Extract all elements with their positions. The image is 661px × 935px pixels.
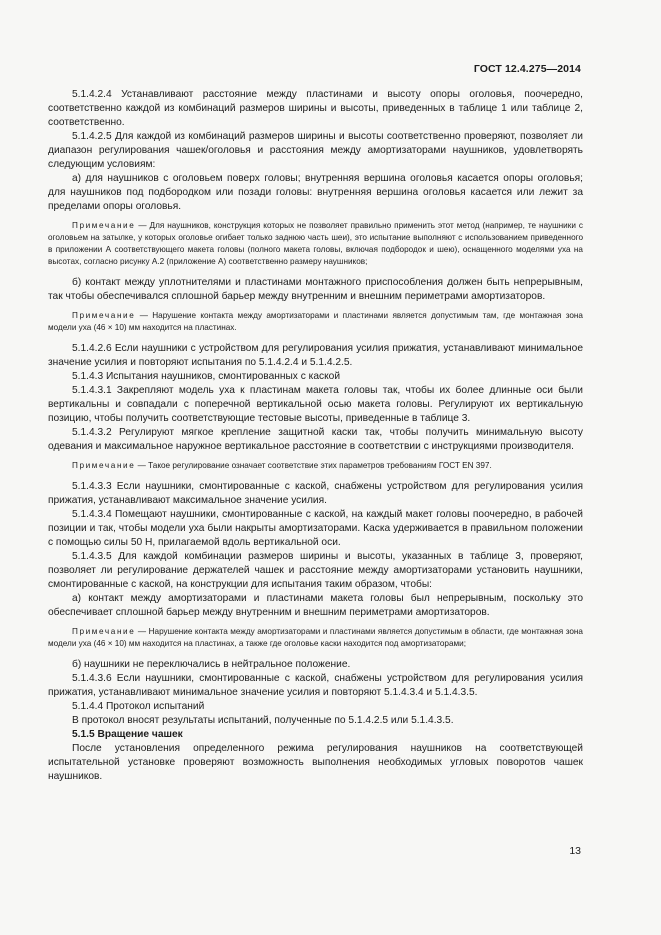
note-label: Примечание (72, 311, 136, 320)
paragraph-5-1-4-3-4: 5.1.4.3.4 Помещают наушники, смонтированные с каской, на каждый макет головы поочередно, в рабочей позиции и так, чтобы модели уха были накрыты амортизаторами. Каска удерживается в правильном положении с помощью силы 50 Н, прилагаемой вдоль вертикальной оси. (48, 509, 583, 548)
section-heading-5-1-5: 5.1.5 Вращение чашек (72, 729, 183, 740)
paragraph-5-1-4-3-3: 5.1.4.3.3 Если наушники, смонтированные с каской, снабжены устройством для регулирования усилия прижатия, устанавливают максимальное значение усилия. (48, 481, 583, 506)
paragraph-5-1-4-3-1: 5.1.4.3.1 Закрепляют модель уха к пластинам макета головы так, чтобы их более длинные оси были вертикальны и совпадали с поперечной вертикальной осью макета головы. Регулируют их вертикальную позицию, чтобы получить соответствующие тестовые высоты, приведенные в таблице 3. (48, 385, 583, 424)
list-item-b: б) контакт между уплотнителями и пластинами монтажного приспособления должен быть непрерывным, так чтобы обеспечивался сплошной барьер между внутренним и внешним периметрами амортизаторов. (48, 277, 583, 302)
document-body (48, 88, 583, 784)
paragraph-5-1-4-2-6: 5.1.4.2.6 Если наушники с устройством для регулирования усилия прижатия, устанавливают минимальное значение усилия и повторяют испытания по 5.1.4.2.4 и 5.1.4.2.5. (48, 343, 583, 368)
list-item-b-2: б) наушники не переключались в нейтральное положение. (72, 659, 351, 670)
page-number: 13 (569, 845, 581, 857)
paragraph-5-1-4-3-5: 5.1.4.3.5 Для каждой комбинации размеров ширины и высоты, указанных в таблице 3, проверяют, позволяет ли регулирование держателей чашек и расстояние между амортизаторами установить наушники, смонтированные с каской, на конструкции для испытания таким образом, чтобы: (48, 551, 583, 590)
paragraph-5-1-4-2-4: 5.1.4.2.4 Устанавливают расстояние между пластинами и высоту опоры оголовья, поочередно, соответственно каждой из комбинаций размеров ширины и высоты, приведенных в таблице 1 или таблице 2, соответственно. (48, 89, 583, 128)
note-label: Примечание (72, 627, 136, 636)
paragraph-5-1-4-2-5: 5.1.4.2.5 Для каждой из комбинаций размеров ширины и высоты соответственно проверяют, позволяет ли диапазон регулирования чашек/оголовья и расстояния между амортизаторами наушников, удовлетворять следующим условиям: (48, 131, 583, 170)
note-text: — Для наушников, конструкция которых не позволяет правильно применить этот метод (например, те наушники с оголовьем на затылке, у которых оголовье огибает только заднюю часть шеи), это испытание выполняют с использованием приведенного в приложении А соответствующего макета головы (полного макета головы, включая подбородок и шею), оснащенного моделями уха на высотах, согласно рисунку А.2 (приложение А) соответственно размеру наушников; (48, 221, 583, 266)
note-label: Примечание (72, 461, 136, 470)
paragraph-protocol: В протокол вносят результаты испытаний, полученные по 5.1.4.2.5 или 5.1.4.3.5. (72, 715, 454, 726)
note-label: Примечание (72, 221, 136, 230)
note-text: — Нарушение контакта между амортизаторами и пластинами является допустимым в области, где монтажная зона модели уха (46 × 10) мм находится на пластинах, а также где оголовье каски находится под амортизаторами; (48, 627, 583, 648)
note-text: — Нарушение контакта между амортизаторами и пластинами является допустимым там, где монтажная зона модели уха (46 × 10) мм находится на пластинах. (48, 311, 583, 332)
list-item-a-2: а) контакт между амортизаторами и пластинами макета головы был непрерывным, поскольку это обеспечивает сплошной барьер между внутренним и внешним периметрами амортизаторов. (48, 593, 583, 618)
note-text: — Такое регулирование означает соответствие этих параметров требованиям ГОСТ EN 397. (135, 461, 492, 470)
paragraph-5-1-4-3-6: 5.1.4.3.6 Если наушники, смонтированные с каской, снабжены устройством для регулирования усилия прижатия, устанавливают минимальное значение усилия и повторяют 5.1.4.3.4 и 5.1.4.3.5. (48, 673, 583, 698)
paragraph-5-1-4-3-2: 5.1.4.3.2 Регулируют мягкое крепление защитной каски так, чтобы получить минимальную высоту одевания и максимальное наружное вертикальное расстояние в соответствии с инструкциями производителя. (48, 427, 583, 452)
paragraph-5-1-4-3: 5.1.4.3 Испытания наушников, смонтированных с каской (72, 371, 341, 382)
note-2 (48, 310, 583, 334)
paragraph-5-1-4-4: 5.1.4.4 Протокол испытаний (72, 701, 205, 712)
note-3 (48, 460, 583, 472)
list-item-a: а) для наушников с оголовьем поверх головы; внутренняя вершина оголовья касается опоры оголовья; для наушников под подбородком или позади головы: внутренняя вершина оголовья касается или лежит за пределами опоры оголовья. (48, 173, 583, 212)
paragraph-5-1-5: После установления определенного режима регулирования наушников на соответствующей испытательной установке проверяют возможность выполнения необходимых угловых поворотов чашек наушников. (48, 743, 583, 782)
note-1 (48, 220, 583, 268)
standard-header: ГОСТ 12.4.275—2014 (473, 63, 581, 75)
note-4 (48, 626, 583, 650)
